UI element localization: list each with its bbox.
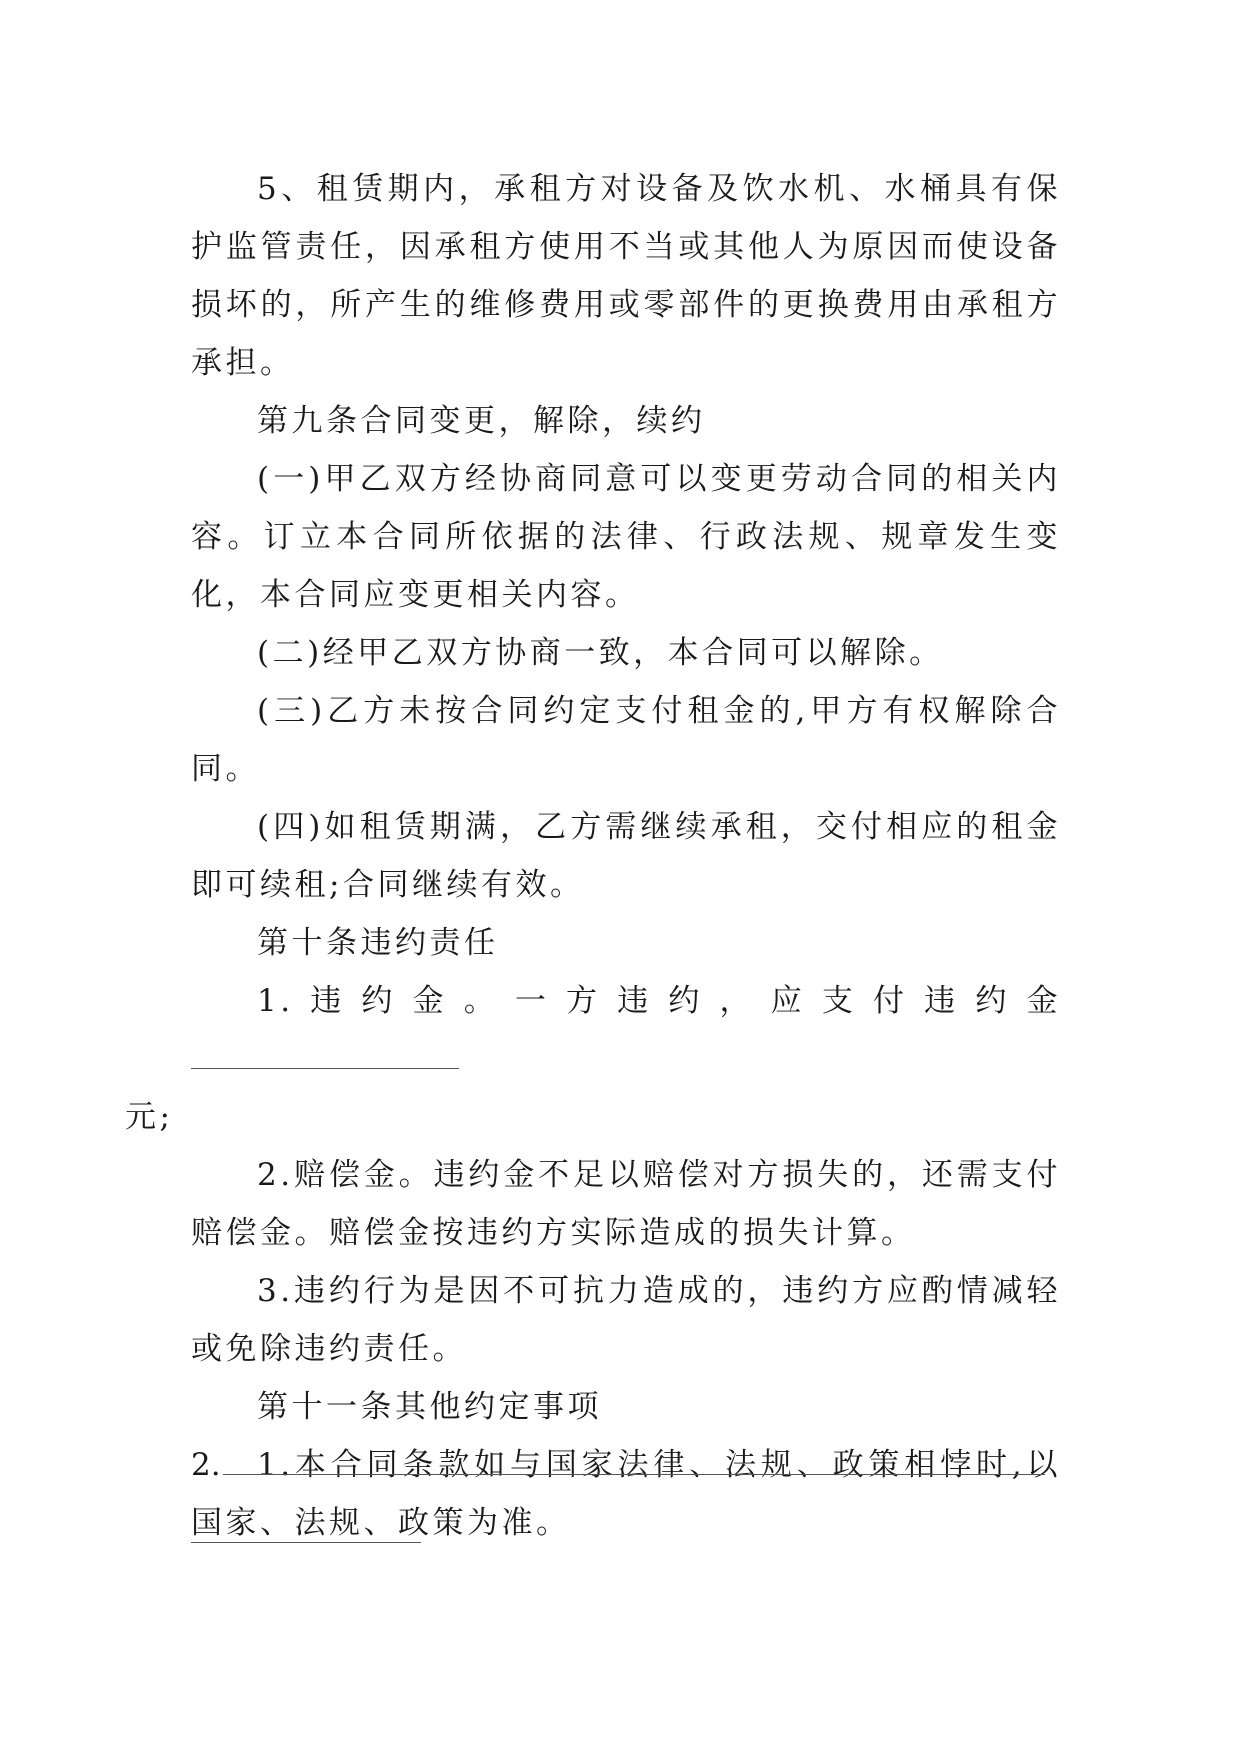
article-11-item-1: 1.本合同条款如与国家法律、法规、政策相悖时,以国家、法规、政策为准。 — [191, 1447, 1061, 1541]
article-9-item-3: (三)乙方未按合同约定支付租金的,甲方有权解除合同。 — [191, 693, 1061, 787]
clause-5-paragraph: 5、租赁期内，承租方对设备及饮水机、水桶具有保护监管责任，因承租方使用不当或其他人为原因而使设备损坏的，所产生的维修费用或零部件的更换费用由承租方承担。 — [191, 171, 1061, 381]
article-11-heading: 第十一条其他约定事项 — [257, 1389, 602, 1425]
article-9-heading: 第九条合同变更，解除，续约 — [257, 403, 706, 439]
article-10-heading: 第十条违约责任 — [257, 925, 499, 961]
penalty-amount-blank[interactable] — [191, 1040, 459, 1069]
item-2-blank[interactable] — [223, 1444, 1045, 1475]
article-11-item-2 — [191, 1436, 1045, 1494]
article-9-item-4: (四)如租赁期满，乙方需继续承租，交付相应的租金即可续租;合同继续有效。 — [191, 809, 1061, 903]
article-10-item-2: 2.赔偿金。违约金不足以赔偿对方损失的，还需支付赔偿金。赔偿金按违约方实际造成的损失计算。 — [191, 1157, 1061, 1251]
item-2-label: 2. — [191, 1447, 221, 1483]
contract-body — [125, 160, 1061, 1552]
item-2-blank-continuation[interactable] — [191, 1542, 421, 1543]
article-9-item-2: (二)经甲乙双方协商一致，本合同可以解除。 — [257, 635, 944, 671]
article-9-item-1: (一)甲乙双方经协商同意可以变更劳动合同的相关内容。订立本合同所依据的法律、行政法规、规章发生变化，本合同应变更相关内容。 — [191, 461, 1061, 613]
article-10-item-3: 3.违约行为是因不可抗力造成的，违约方应酌情减轻或免除违约责任。 — [191, 1273, 1061, 1367]
penalty-text: 1.违约金。一方违约，应支付违约金 — [257, 983, 1061, 1019]
penalty-unit: 元; — [125, 1099, 174, 1135]
article-10-item-1 — [125, 972, 1061, 1146]
